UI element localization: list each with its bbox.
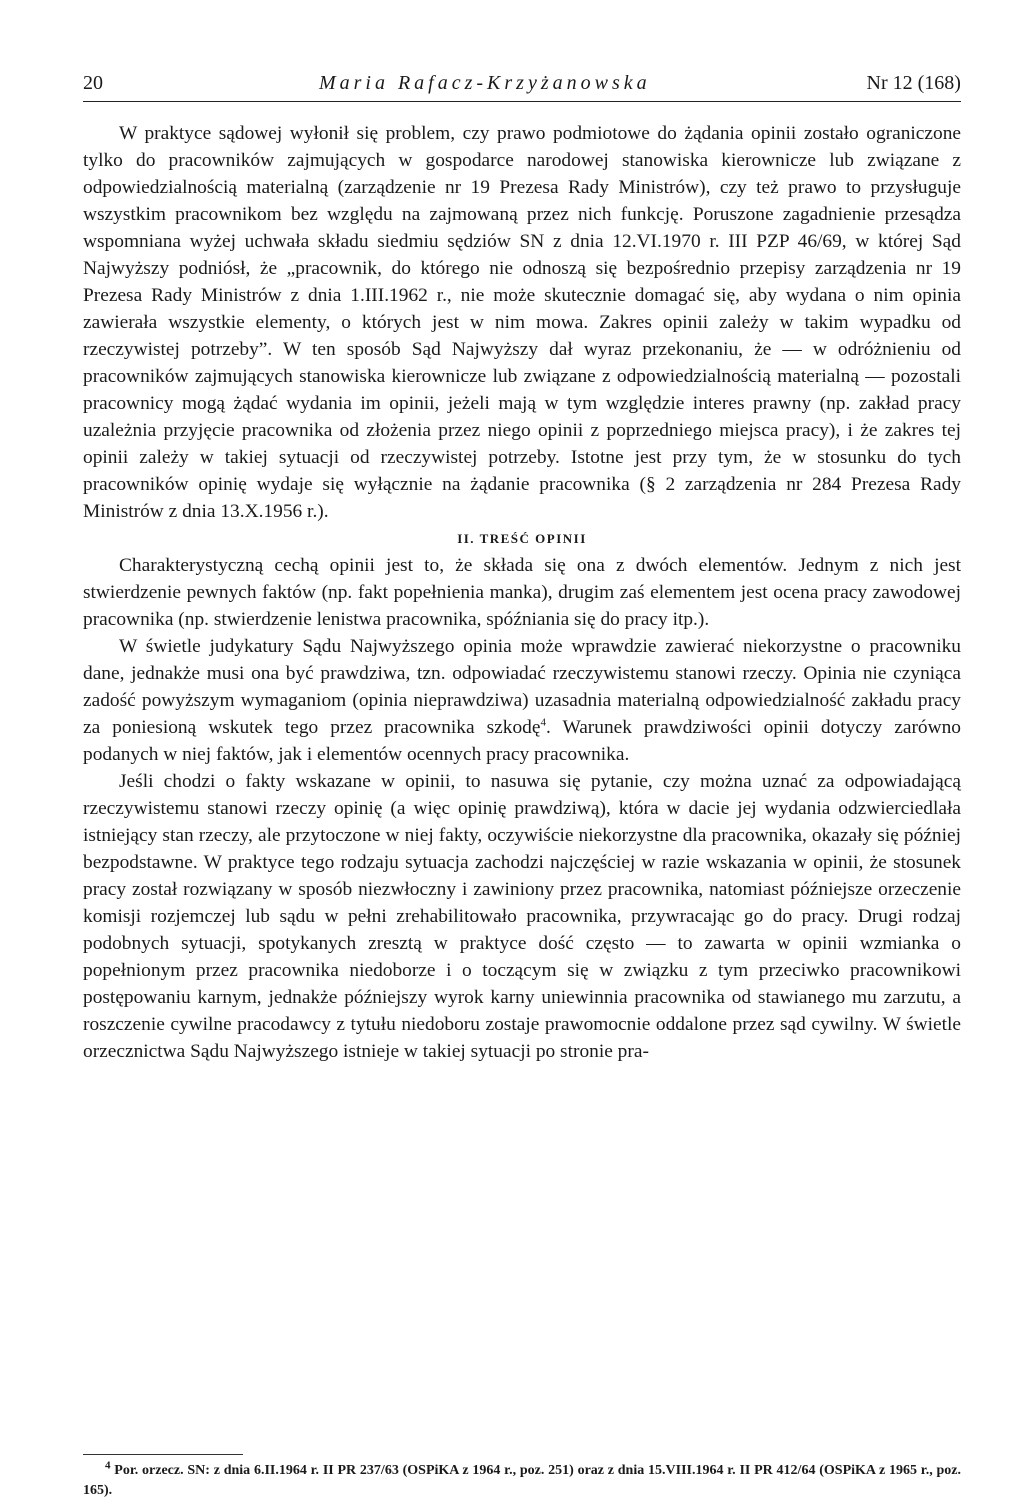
footnote-rule [83,1454,243,1455]
running-header [83,62,961,102]
footnote-body: Por. orzecz. SN: z dnia 6.II.1964 r. II PR 237/63 (OSPiKA z 1964 r., poz. 251) oraz z dnia 15.VIII.1964 r. II PR 412/64 (OSPiKA z 1965 r., poz. 165). [83,1463,961,1498]
paragraph-2-end: . Warunek prawdziwości opinii dotyczy zarówno podanych w niej faktów, jak i elementów ocennych pracy pracownika. [83,717,961,765]
footnote-mark: 4 [105,1459,111,1472]
body-text [83,120,961,1065]
paragraph-3: Jeśli chodzi o fakty wskazane w opinii, to nasuwa się pytanie, czy można uznać za odpowiadającą rzeczywistemu stanowi rzeczy opinię (a więc opinię prawdziwą), która w dacie jej wydania odzwierciedlała istniejący stan rzeczy, ale przytoczone w niej fakty, oczywiście niekorzystne dla pracownika, okazały się później bezpodstawne. W praktyce tego rodzaju sytuacja zachodzi najczęściej w razie wskazania w opinii, że stosunek pracy został rozwiązany w sposób niezwłoczny i zawiniony przez pracownika, natomiast późniejsze orzeczenie komisji rozjemczej lub sądu w pełni zrehabilitowało pracownika, przywracając go do pracy. Drugi rodzaj podobnych sytuacji, spotykanych zresztą w praktyce dość często — to zawarta w opinii wzmianka o popełnionym przez pracownika niedoborze i o toczącym się w związku z tym przeciwko pracownikowi postępowaniu karnym, jednakże późniejszy wyrok karny uniewinnia pracownika od stawianego mu zarzutu, a roszczenie cywilne pracodawcy z tytułu niedoboru zostaje prawomocnie oddalone przez sąd cywilny. W świetle orzecznictwa Sądu Najwyższego istnieje w takiej sytuacji po stronie pra- [83,771,961,1062]
issue-number: Nr 12 (168) [866,72,961,94]
paragraph-opening: W praktyce sądowej wyłonił się problem, czy prawo podmiotowe do żądania opinii zostało ograniczone tylko do pracowników zajmujących w gospodarce narodowej stanowiska kierownicze lub związane z odpowiedzialnością materialną (zarządzenie nr 19 Prezesa Rady Ministrów), czy też prawo to przysługuje wszystkim pracownikom bez względu na zajmowaną przez nich funkcję. Poruszone zagadnienie przesądza wspomniana wyżej uchwała składu siedmiu sędziów SN z dnia 12.VI.1970 r. III PZP 46/69, w której Sąd Najwyższy podniósł, że „pracownik, do którego nie odnoszą się bezpośrednio przepisy zarządzenia nr 19 Prezesa Rady Ministrów z dnia 1.III.1962 r., nie może skutecznie domagać się, aby wydana o nim opinia zawierała wszystkie elementy, o których jest w nim mowa. Zakres opinii zależy w takim wypadku od rzeczywistej potrzeby”. W ten sposób Sąd Najwyższy dał wyraz przekonaniu, że — w odróżnieniu od pracowników zajmujących stanowiska kierownicze lub związane z odpowiedzialnością materialną — pozostali pracownicy mogą żądać wydania im opinii, jeżeli mają w tym względzie interes prawny (np. zakład pracy uzależnia przyjęcie pracownika od złożenia przez niego opinii z poprzedniego miejsca pracy), i że zakres tej opinii zależy w takiej sytuacji od rzeczywistej potrzeby. Istotne jest przy tym, że w stosunku do tych pracowników opinię wydaje się wyłącznie na żądanie pracownika (§ 2 zarządzenia nr 284 Prezesa Rady Ministrów z dnia 13.X.1956 r.). [83,123,961,522]
footnote-text [83,1461,961,1501]
paragraph-2 [83,633,961,768]
paragraph-2-start: W świetle judykatury Sądu Najwyższego opinia może wprawdzie zawierać niekorzystne o pracowniku dane, jednakże musi ona być prawdziwa, tzn. odpowiadać rzeczywistemu stanowi rzeczy. Opinia nie czyniąca zadość powyższym wymaganiom (opinia nieprawdziwa) uzasadnia materialną odpowiedzialność zakładu pracy za poniesioną wskutek tego przez pracownika szkodę [83,636,961,738]
section-title: II. TREŚĆ OPINII [457,531,587,546]
footnote-ref[interactable]: 4 [540,716,546,729]
page-number: 20 [83,72,103,94]
footnote [83,1459,961,1501]
running-author: Maria Rafacz-Krzyżanowska [318,72,651,94]
paragraph-1: Charakterystyczną cechą opinii jest to, że składa się ona z dwóch elementów. Jednym z nich jest stwierdzenie pewnych faktów (np. fakt popełnienia manka), drugim zaś elementem jest ocena pracy zawodowej pracownika (np. stwierdzenie lenistwa pracownika, spóźniania się do pracy itp.). [83,555,961,630]
